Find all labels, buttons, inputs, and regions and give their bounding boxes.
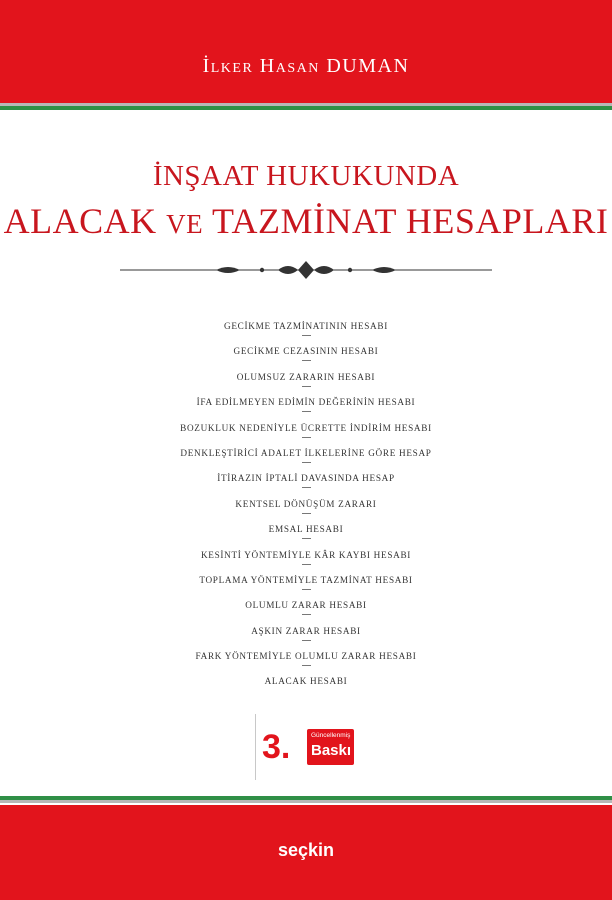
topic-label: TOPLAMA YÖNTEMİYLE TAZMİNAT HESABI xyxy=(199,574,413,585)
topic-separator xyxy=(302,360,311,361)
topic-separator xyxy=(302,589,311,590)
topic-separator xyxy=(302,487,311,488)
topic-label: GECİKME TAZMİNATININ HESABI xyxy=(224,321,388,331)
topic-item xyxy=(0,468,612,493)
edition-number: 3. xyxy=(262,728,291,766)
topic-item xyxy=(0,595,612,620)
publisher-logo-text: seçkin xyxy=(277,840,335,860)
edition-word: Baskı xyxy=(311,742,352,759)
topic-item xyxy=(0,671,612,696)
topic-label: ALACAK HESABI xyxy=(264,676,348,687)
topic-item xyxy=(0,519,612,544)
top-green-stripe xyxy=(0,106,612,110)
title-word-alacak: ALACAK xyxy=(3,201,157,241)
topic-item xyxy=(0,392,612,417)
topic-separator xyxy=(302,538,311,539)
topic-label: İFA EDİLMEYEN EDİMİN DEĞERİNİN HESABI xyxy=(196,397,416,408)
author-name: İlker Hasan DUMAN xyxy=(202,55,410,77)
topic-separator xyxy=(302,462,311,463)
topic-list xyxy=(0,316,612,697)
topic-item xyxy=(0,418,612,443)
topic-item xyxy=(0,621,612,646)
topic-separator xyxy=(302,665,311,666)
topic-item xyxy=(0,570,612,595)
topic-separator xyxy=(302,411,311,412)
topic-label: İTİRAZIN İPTALİ DAVASINDA HESAP xyxy=(217,473,395,484)
title-connector: VE xyxy=(166,209,204,239)
bottom-gray-stripe xyxy=(0,800,612,803)
topic-item xyxy=(0,341,612,366)
topic-item xyxy=(0,545,612,570)
topic-separator xyxy=(302,335,311,336)
topic-separator xyxy=(302,640,311,641)
topic-separator xyxy=(302,614,311,615)
topic-item xyxy=(0,443,612,468)
ornament-divider-icon xyxy=(120,258,492,282)
topic-label: EMSAL HESABI xyxy=(268,524,344,535)
topic-label: GECİKME CEZASININ HESABI xyxy=(233,346,379,357)
topic-item xyxy=(0,367,612,392)
topic-separator xyxy=(302,564,311,565)
topic-label: DENKLEŞTİRİCİ ADALET İLKELERİNE GÖRE HESAP xyxy=(180,447,432,458)
edition-badge xyxy=(307,729,354,765)
topic-label: FARK YÖNTEMİYLE OLUMLU ZARAR HESABI xyxy=(195,651,417,662)
title-word-tazminat: TAZMİNAT HESAPLARI xyxy=(211,201,609,241)
topic-label: OLUMSUZ ZARARIN HESABI xyxy=(236,371,376,382)
topic-label: KESİNTİ YÖNTEMİYLE KÂR KAYBI HESABI xyxy=(200,549,412,560)
topic-separator xyxy=(302,437,311,438)
book-title-line2 xyxy=(0,200,612,242)
topic-item xyxy=(0,494,612,519)
edition-divider-line xyxy=(255,714,256,780)
book-title-line1: İNŞAAT HUKUKUNDA xyxy=(152,160,460,192)
topic-separator xyxy=(302,513,311,514)
top-red-band xyxy=(0,0,612,103)
topic-item xyxy=(0,316,612,341)
topic-label: AŞKIN ZARAR HESABI xyxy=(251,625,361,636)
topic-label: KENTSEL DÖNÜŞÜM ZARARI xyxy=(235,498,377,509)
topic-separator xyxy=(302,386,311,387)
topic-label: OLUMLU ZARAR HESABI xyxy=(245,600,367,611)
edition-updated-label: Güncellenmiş xyxy=(311,732,351,739)
topic-label: BOZUKLUK NEDENİYLE ÜCRETTE İNDİRİM HESABI xyxy=(180,422,432,433)
topic-item xyxy=(0,646,612,671)
